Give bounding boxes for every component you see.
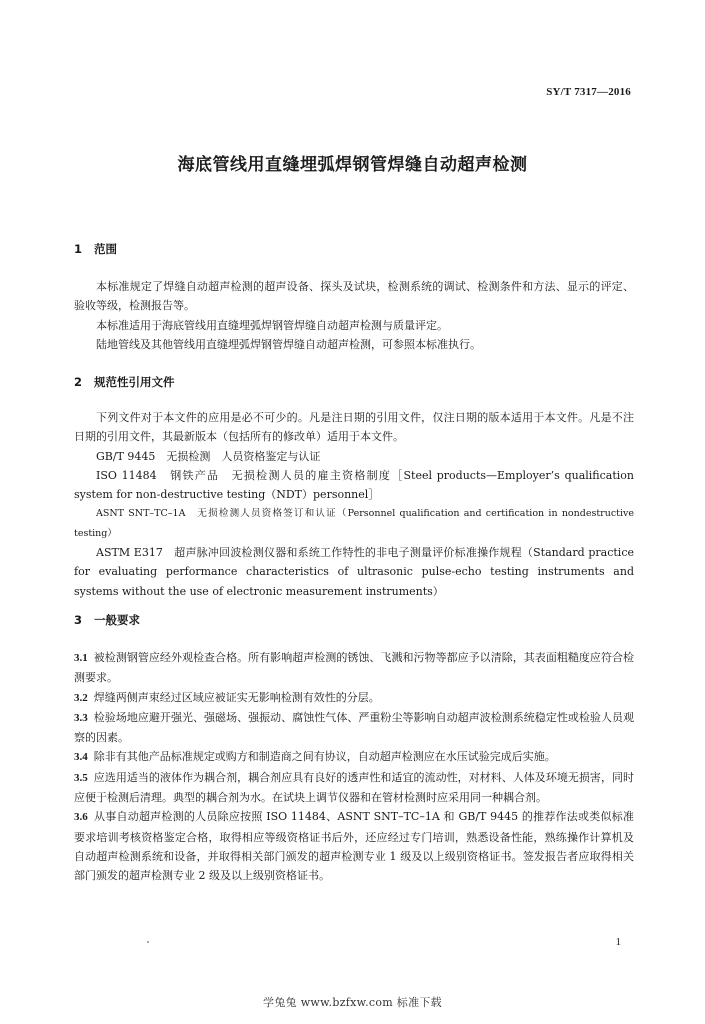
clause-text: 从事自动超声检测的人员除应按照 ISO 11484、ASNT SNT–TC–1A 和 GB/T 9445 的推荐作法或类似标准要求培训考核资格鉴定合格，取得相应等级资格证书后外，还应经过专门培训，熟悉设备性能，熟练操作计算机及自动超声检测系统和设备，并取得相关部门颁发的超声检测专业 1 级及以上级别资格证书。签发报告者应取得相关部门颁发的超声检测专业 2 级及以上级别资格证书。 <box>74 810 634 883</box>
section-1-title: 范围 <box>94 242 117 256</box>
clause <box>74 807 634 885</box>
section-1-paragraph: 本标准规定了焊缝自动超声检测的超声设备、探头及试块，检测系统的调试、检测条件和方法、显示的评定、验收等级，检测报告等。 <box>74 280 634 313</box>
section-3-number: 3 <box>74 613 83 627</box>
section-3-title: 一般要求 <box>94 613 140 627</box>
clause-text: 除非有其他产品标准规定或购方和制造商之间有协议，自动超声检测应在水压试验完成后实施。 <box>93 750 556 764</box>
normative-reference: ISO 11484 钢铁产品 无损检测人员的雇主资格制度［Steel products—Employer’s qualification system for non-destructive testing（NDT）personnel］ <box>74 468 634 502</box>
clause <box>74 648 634 688</box>
section-2-intro: 下列文件对于本文件的应用是必不可少的。凡是注日期的引用文件，仅注日期的版本适用于本文件。凡是不注日期的引用文件，其最新版本（包括所有的修改单）适用于本文件。 <box>74 411 634 444</box>
normative-reference: GB/T 9445 无损检测 人员资格鉴定与认证 <box>96 449 321 463</box>
section-2-heading <box>74 374 175 390</box>
section-3-heading <box>74 612 140 628</box>
section-3-body <box>74 648 634 886</box>
clause-text: 焊缝两侧声束经过区域应被证实无影响检测有效性的分层。 <box>93 690 380 704</box>
standard-number: SY/T 7317—2016 <box>546 86 631 98</box>
clause-number: 3.3 <box>74 711 88 724</box>
clause-number: 3.2 <box>74 691 88 704</box>
normative-reference: ASTM E317 超声脉冲回波检测仪器和系统工作特性的非电子测量评价标准操作规程（Standard practice for evaluating performance characteristics of ultrasonic pulse-echo testing instruments and systems without the use of electronic measurement instruments） <box>74 546 634 598</box>
clause-number: 3.5 <box>74 771 88 784</box>
document-title: 海底管线用直缝埋弧焊钢管焊缝自动超声检测 <box>177 155 528 175</box>
scan-speck <box>147 941 149 943</box>
footer-watermark: 学兔兔 www.bzfxw.com 标准下载 <box>263 996 442 1009</box>
section-2-number: 2 <box>74 375 83 389</box>
page-number: 1 <box>615 936 621 948</box>
clause-number: 3.6 <box>74 811 88 824</box>
section-1-paragraph: 陆地管线及其他管线用直缝埋弧焊钢管焊缝自动超声检测，可参照本标准执行。 <box>96 337 481 351</box>
section-1-heading <box>74 241 117 257</box>
normative-reference: ASNT SNT–TC–1A 无损检测人员资格签订和认证（Personnel qualification and certification in nondestructive testing） <box>74 508 634 539</box>
clause-text: 被检测钢管应经外观检查合格。所有影响超声检测的锈蚀、飞溅和污物等都应予以清除，其表面粗糙度应符合检测要求。 <box>74 651 634 685</box>
clause <box>74 747 634 767</box>
clause <box>74 768 634 808</box>
clause-text: 检验场地应避开强光、强磁场、强振动、腐蚀性气体、严重粉尘等影响自动超声波检测系统稳定性或检验人员观察的因素。 <box>74 710 634 745</box>
section-2-body <box>74 408 634 601</box>
section-2-title: 规范性引用文件 <box>94 375 175 389</box>
clause <box>74 688 634 708</box>
clause <box>74 708 634 748</box>
section-1-paragraph: 本标准适用于海底管线用直缝埋弧焊钢管焊缝自动超声检测与质量评定。 <box>96 318 448 332</box>
section-1-body <box>74 277 634 354</box>
clause-number: 3.4 <box>74 751 88 764</box>
clause-number: 3.1 <box>74 652 88 664</box>
section-1-number: 1 <box>74 242 83 256</box>
clause-text: 应选用适当的液体作为耦合剂，耦合剂应具有良好的透声性和适宜的流动性，对材料、人体及环境无损害，同时应便于检测后清理。典型的耦合剂为水。在试块上调节仪器和在管材检测时应采用同一种耦合剂。 <box>74 770 634 805</box>
